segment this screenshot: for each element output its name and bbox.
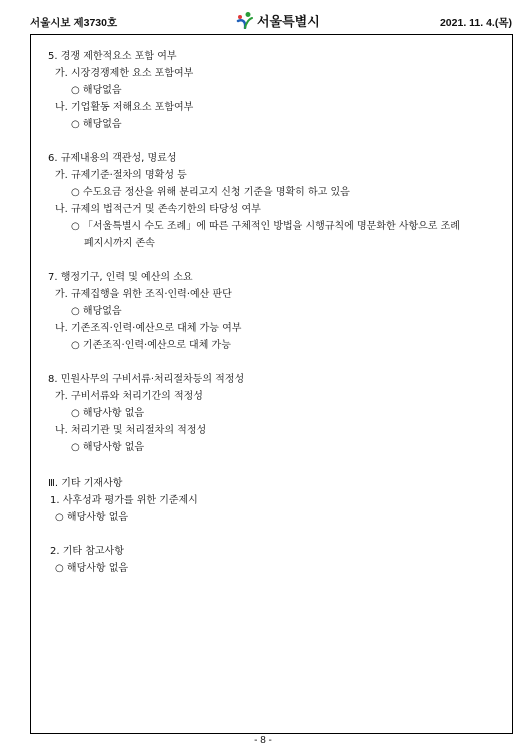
page-header <box>0 0 526 34</box>
item-7a: 가. 규제집행을 위한 조직·인력·예산 판단 <box>55 289 232 300</box>
item-5b: 나. 기업활동 저해요소 포함여부 <box>55 102 194 113</box>
item-3-1: 1. 사후성과 평가를 위한 기준제시 <box>50 495 198 506</box>
seoul-logo-icon <box>236 11 254 29</box>
item-5a: 가. 시장경쟁제한 요소 포함여부 <box>55 68 194 79</box>
publication-number: 서울시보 제3730호 <box>30 17 118 29</box>
item-6b-answer-cont: 폐지시까지 존속 <box>84 238 155 249</box>
section-3-heading: Ⅲ. 기타 기재사항 <box>48 478 123 489</box>
item-6a-answer: ○ 수도요금 정산을 위해 분리고지 신청 기준을 명확히 하고 있음 <box>71 187 350 198</box>
item-8b: 나. 처리기관 및 처리절차의 적정성 <box>55 425 207 436</box>
section-5-heading: 5. 경쟁 제한적요소 포함 여부 <box>48 51 177 62</box>
section-6-heading: 6. 규제내용의 객관성, 명료성 <box>48 153 177 164</box>
item-5b-answer: ○ 해당없음 <box>71 119 122 130</box>
seoul-logo <box>236 9 320 31</box>
item-6b-answer: ○ 「서울특별시 수도 조례」에 따른 구체적인 방법을 시행규칙에 명문화한 사항으로 조례 <box>71 221 460 232</box>
publication-date: 2021. 11. 4.(목) <box>439 17 512 29</box>
item-8a-answer: ○ 해당사항 없음 <box>71 408 145 419</box>
item-3-2-answer: ○ 해당사항 없음 <box>55 563 129 574</box>
item-7b-answer: ○ 기존조직·인력·예산으로 대체 가능 <box>71 340 231 351</box>
item-7a-answer: ○ 해당없음 <box>71 306 122 317</box>
item-8b-answer: ○ 해당사항 없음 <box>71 442 145 453</box>
logo-text: 서울특별시 <box>257 14 320 30</box>
item-8a: 가. 구비서류와 처리기간의 적정성 <box>55 391 203 402</box>
item-3-2: 2. 기타 참고사항 <box>50 546 124 557</box>
section-8-heading: 8. 민원사무의 구비서류·처리절차등의 적정성 <box>48 374 245 385</box>
item-6a: 가. 규제기준·절차의 명확성 등 <box>55 170 187 181</box>
item-6b: 나. 규제의 법적근거 및 존속기한의 타당성 여부 <box>55 204 261 215</box>
section-7-heading: 7. 행정기구, 인력 및 예산의 소요 <box>48 272 193 283</box>
item-5a-answer: ○ 해당없음 <box>71 85 122 96</box>
page-number: - 8 - <box>254 735 272 746</box>
item-3-1-answer: ○ 해당사항 없음 <box>55 512 129 523</box>
item-7b: 나. 기존조직·인력·예산으로 대체 가능 여부 <box>55 323 242 334</box>
